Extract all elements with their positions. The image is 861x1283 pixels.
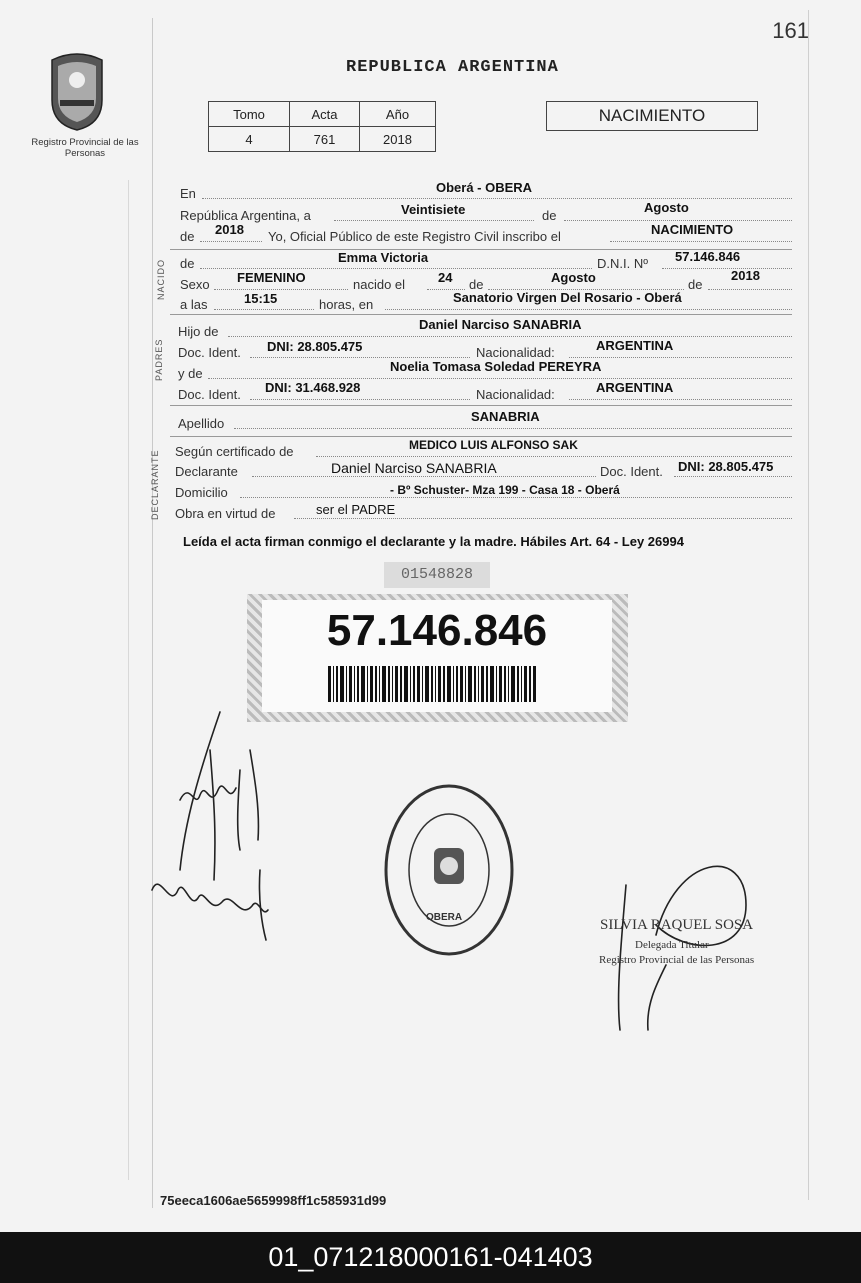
section-separator — [170, 436, 792, 437]
section-separator — [170, 405, 792, 406]
label-horas: horas, en — [319, 297, 374, 312]
dotted-line — [708, 289, 792, 290]
label-de: de — [469, 277, 484, 292]
label-doc-ident: Doc. Ident. — [178, 345, 241, 360]
label-a-las: a las — [180, 297, 208, 312]
label-apellido: Apellido — [178, 416, 225, 431]
label-nacionalidad: Nacionalidad: — [476, 387, 555, 402]
dotted-line — [316, 456, 792, 457]
birth-year: 2018 — [731, 268, 760, 283]
label-domicilio: Domicilio — [175, 485, 228, 500]
registry-seal-stamp — [382, 782, 516, 958]
child-name: Emma Victoria — [338, 250, 429, 265]
registration-month: Agosto — [644, 200, 689, 215]
header-acta: Acta — [290, 102, 360, 127]
mother-nationality: ARGENTINA — [596, 380, 674, 395]
section-label-declarante: DECLARANTE — [150, 449, 160, 520]
margin-line — [152, 18, 153, 1208]
certificate-doctor: MEDICO LUIS ALFONSO SAK — [409, 438, 578, 452]
birth-time: 15:15 — [244, 291, 278, 306]
label-doc-ident: Doc. Ident. — [600, 464, 663, 479]
label-doc-ident: Doc. Ident. — [178, 387, 241, 402]
header-tomo: Tomo — [209, 102, 290, 127]
dotted-line — [214, 309, 314, 310]
bottom-code-bar: 01_071218000161-041403 — [0, 1232, 861, 1283]
register-table — [208, 101, 436, 152]
section-label-padres: PADRES — [154, 338, 164, 381]
dotted-line — [200, 268, 592, 269]
margin-line-secondary — [128, 180, 129, 1180]
value-tomo: 4 — [209, 127, 290, 152]
dotted-line — [240, 497, 792, 498]
dotted-line — [252, 476, 596, 477]
declarant-doc: DNI: 28.805.475 — [678, 459, 774, 474]
official-role: Delegada Titular — [635, 939, 709, 951]
label-nacionalidad: Nacionalidad: — [476, 345, 555, 360]
barcode — [328, 666, 536, 702]
value-acta: 761 — [290, 127, 360, 152]
registration-year: 2018 — [215, 222, 244, 237]
section-label-nacido: NACIDO — [156, 258, 166, 300]
dotted-line — [569, 399, 792, 400]
event-type: NACIMIENTO — [651, 222, 734, 237]
dotted-line — [662, 268, 792, 269]
label-hijo-de: Hijo de — [178, 324, 219, 339]
official-organization: Registro Provincial de las Personas — [599, 954, 755, 966]
label-declarante: Declarante — [175, 464, 238, 479]
father-name: Daniel Narciso SANABRIA — [419, 317, 582, 332]
declarant-basis: ser el PADRE — [316, 502, 396, 517]
dotted-line — [294, 518, 792, 519]
closing-statement: Leída el acta firman conmigo el declarante y la madre. Hábiles Art. 64 - Ley 26994 — [183, 534, 684, 549]
document-title: REPUBLICA ARGENTINA — [346, 58, 559, 77]
header-ano: Año — [360, 102, 436, 127]
label-de: de — [180, 256, 195, 271]
dotted-line — [250, 399, 470, 400]
declarant-address: - Bº Schuster- Mza 199 - Casa 18 - Oberá — [390, 483, 620, 497]
label-y-de: y de — [178, 366, 203, 381]
father-nationality: ARGENTINA — [596, 338, 674, 353]
dotted-line — [214, 289, 348, 290]
child-dni: 57.146.846 — [675, 249, 741, 264]
record-type-box: NACIMIENTO — [546, 101, 758, 131]
label-de: de — [180, 229, 195, 244]
provincial-seal-logo — [48, 50, 106, 132]
dotted-line — [208, 378, 792, 379]
dni-sticker-number: 57.146.846 — [326, 606, 548, 655]
label-republica: República Argentina, a — [180, 208, 311, 223]
birth-place: Oberá - OBERA — [436, 180, 533, 195]
dotted-line — [385, 309, 792, 310]
dotted-line — [228, 336, 792, 337]
section-separator — [170, 314, 792, 315]
dotted-line — [250, 357, 470, 358]
label-obra: Obra en virtud de — [175, 506, 276, 521]
label-segun: Según certificado de — [175, 444, 294, 459]
declarant-signatures — [140, 710, 310, 970]
right-margin-line — [808, 10, 809, 1200]
official-name: SILVIA RAQUEL SOSA — [600, 917, 754, 933]
birth-day: 24 — [438, 270, 453, 285]
dotted-line — [234, 428, 792, 429]
dotted-line — [569, 357, 792, 358]
child-sex: FEMENINO — [237, 270, 306, 285]
dotted-line — [334, 220, 534, 221]
label-sexo: Sexo — [180, 277, 210, 292]
dotted-line — [564, 220, 792, 221]
mother-name: Noelia Tomasa Soledad PEREYRA — [390, 359, 602, 374]
label-de: de — [688, 277, 703, 292]
stamp-city-text: OBERA — [426, 912, 463, 923]
dotted-line — [200, 241, 262, 242]
dotted-line — [674, 476, 792, 477]
page-number: 161 — [772, 18, 809, 43]
label-nacido: nacido el — [353, 277, 406, 292]
declarant-name: Daniel Narciso SANABRIA — [331, 460, 497, 476]
day-words: Veintisiete — [401, 202, 466, 217]
dotted-line — [202, 198, 792, 199]
logo-caption: Registro Provincial de las Personas — [31, 137, 139, 159]
label-en: En — [180, 186, 196, 201]
serial-number: 01548828 — [384, 562, 490, 588]
dotted-line — [610, 241, 792, 242]
footer-hash: 75eeca1606ae5659998ff1c585931d99 — [160, 1193, 387, 1208]
birth-location: Sanatorio Virgen Del Rosario - Oberá — [453, 290, 682, 305]
label-yo: Yo, Oficial Público de este Registro Civil inscribo el — [268, 229, 561, 244]
label-de: de — [542, 208, 557, 223]
father-doc: DNI: 28.805.475 — [267, 339, 363, 354]
birth-month: Agosto — [551, 270, 596, 285]
mother-doc: DNI: 31.468.928 — [265, 380, 361, 395]
label-dni: D.N.I. Nº — [597, 256, 648, 271]
surname: SANABRIA — [471, 409, 540, 424]
value-ano: 2018 — [360, 127, 436, 152]
